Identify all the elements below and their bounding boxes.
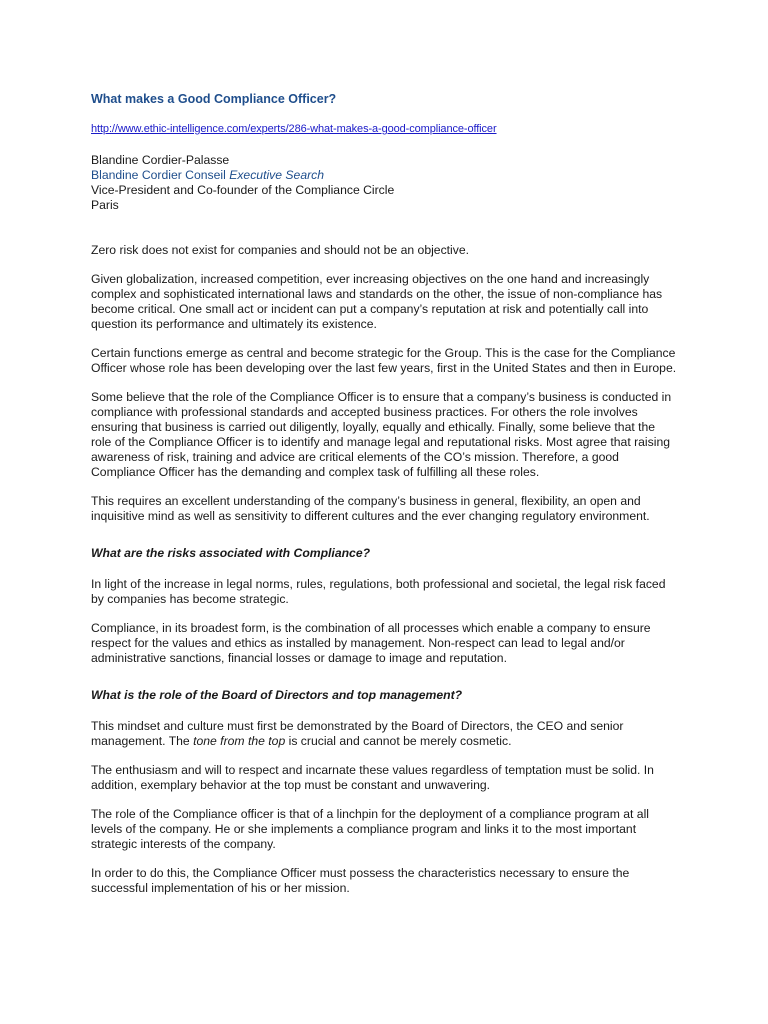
paragraph: Certain functions emerge as central and become strategic for the Group. This is the case for the Compliance Officer whose role has been developing over the last few years, first in the United States and then in Europe. <box>91 346 677 375</box>
author-name: Blandine Cordier-Palasse <box>91 153 230 167</box>
paragraph: In order to do this, the Compliance Officer must possess the characteristics necessary to ensure the successful implementation of his or her mission. <box>91 866 630 895</box>
section-heading-risks: What are the risks associated with Compliance? <box>91 546 371 560</box>
paragraph: Some believe that the role of the Compliance Officer is to ensure that a company’s business is conducted in compliance with professional standards and accepted business practices. For others the role involves ensuring that business is carried out diligently, loyally, equally and ethically. Finally, some believe that the role of the Compliance Officer is to identify and manage legal and reputational risks. Most agree that raising awareness of risk, training and advice are critical elements of the CO’s mission. Therefore, a good Compliance Officer has the demanding and complex task of fulfilling all these roles. <box>91 390 672 479</box>
firm-tag: Executive Search <box>229 168 325 182</box>
text-run: is crucial and cannot be merely cosmetic. <box>285 734 512 748</box>
paragraph-tone-from-top <box>91 719 678 749</box>
paragraph: Given globalization, increased competition, ever increasing objectives on the one hand and increasingly complex and sophisticated international laws and standards on the other, the issue of non-compliance has become critical. One small act or incident can put a company’s reputation at risk and potentially call into question its performance and ultimately its existence. <box>91 272 663 331</box>
text-run: This mindset and culture must first be demonstrated by the Board of Directors, the CEO and senior management. The <box>91 719 624 748</box>
author-city: Paris <box>91 198 119 212</box>
paragraph: The enthusiasm and will to respect and incarnate these values regardless of temptation must be solid. In addition, exemplary behavior at the top must be constant and unwavering. <box>91 763 654 792</box>
source-link[interactable]: http://www.ethic-intelligence.com/experts/286-what-makes-a-good-compliance-officer <box>91 123 497 135</box>
paragraph: The role of the Compliance officer is that of a linchpin for the deployment of a compliance program at all levels of the company. He or she implements a compliance program and links it to the most important strategic interests of the company. <box>91 807 649 851</box>
document-title: What makes a Good Compliance Officer? <box>91 92 337 106</box>
paragraph: Compliance, in its broadest form, is the combination of all processes which enable a company to ensure respect for the values and ethics as installed by management. Non-respect can lead to legal and/or administrative sanctions, financial losses or damage to image and reputation. <box>91 621 651 665</box>
section-heading-board: What is the role of the Board of Directors and top management? <box>91 688 463 702</box>
paragraph: Zero risk does not exist for companies and should not be an objective. <box>91 243 470 257</box>
emphasis-text: tone from the top <box>193 734 286 748</box>
author-role: Vice-President and Co-founder of the Compliance Circle <box>91 183 395 197</box>
paragraph: In light of the increase in legal norms, rules, regulations, both professional and societal, the legal risk faced by companies has become strategic. <box>91 577 666 606</box>
author-firm <box>91 168 678 183</box>
paragraph: This requires an excellent understanding of the company’s business in general, flexibility, an open and inquisitive mind as well as sensitivity to different cultures and the ever changing regulatory environment. <box>91 494 650 523</box>
author-block <box>91 153 678 213</box>
firm-name: Blandine Cordier Conseil <box>91 168 226 182</box>
